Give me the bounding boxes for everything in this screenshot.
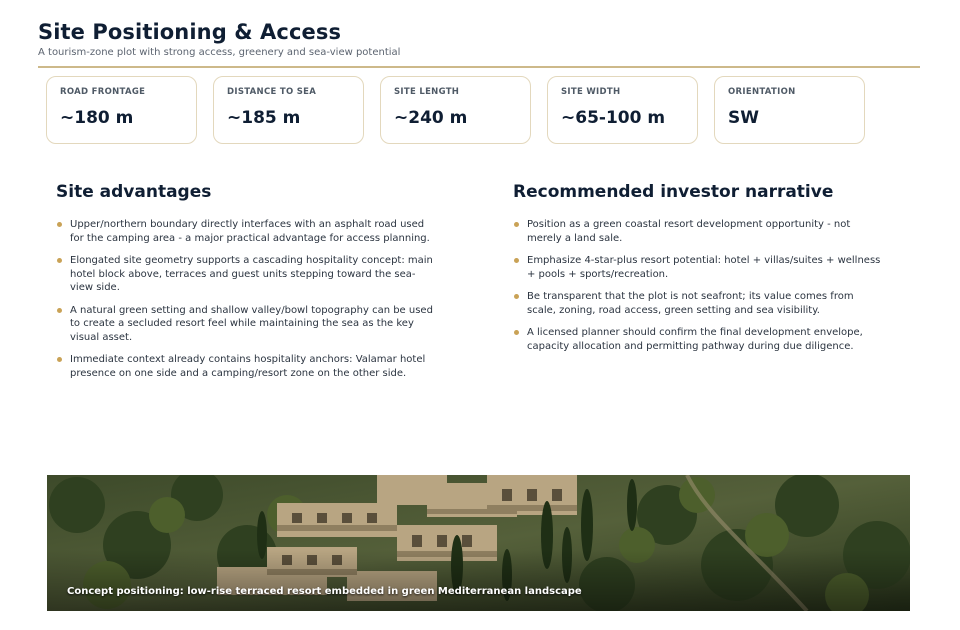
- list-item: [513, 290, 883, 317]
- list-item: [513, 218, 883, 245]
- advantages-list: [56, 218, 436, 380]
- metric-value: ~185 m: [227, 108, 301, 128]
- page-subtitle: A tourism-zone plot with strong access, greenery and sea-view potential: [38, 47, 401, 58]
- investor-narrative-section: [513, 182, 883, 362]
- bullet-dot-icon: [514, 294, 519, 299]
- list-item-text: Upper/northern boundary directly interfaces with an asphalt road used for the camping area - a major practical advantage for access planning.: [70, 219, 430, 244]
- resort-concept-image: [47, 475, 910, 611]
- list-item: [513, 326, 883, 353]
- metric-card-site-length: [380, 76, 531, 144]
- metric-card-orientation: [714, 76, 865, 144]
- list-item: [56, 254, 436, 295]
- list-item-text: Elongated site geometry supports a cascading hospitality concept: main hotel block above, terraces and guest units stepping toward the sea-view side.: [70, 255, 433, 293]
- metric-label: SITE LENGTH: [394, 87, 460, 97]
- metric-value: SW: [728, 108, 759, 128]
- bullet-dot-icon: [57, 308, 62, 313]
- bullet-dot-icon: [57, 258, 62, 263]
- metric-cards: [46, 76, 865, 144]
- site-advantages-section: [56, 182, 436, 389]
- bullet-dot-icon: [514, 330, 519, 335]
- bullet-dot-icon: [57, 222, 62, 227]
- metric-label: DISTANCE TO SEA: [227, 87, 317, 97]
- section-heading: Recommended investor narrative: [513, 182, 834, 202]
- list-item: [56, 218, 436, 245]
- list-item: [56, 353, 436, 380]
- page-title: Site Positioning & Access: [38, 20, 342, 44]
- list-item-text: A natural green setting and shallow valley/bowl topography can be used to create a secluded resort feel while maintaining the sea as the key visual asset.: [70, 304, 433, 343]
- narrative-list: [513, 218, 883, 353]
- list-item-text: Immediate context already contains hospitality anchors: Valamar hotel presence on one side and a camping/resort zone on the other side.: [70, 354, 426, 379]
- image-caption: Concept positioning: low-rise terraced resort embedded in green Mediterranean landscape: [67, 586, 582, 597]
- metric-card-distance-to-sea: [213, 76, 364, 144]
- list-item-text: A licensed planner should confirm the final development envelope, capacity allocation and permitting pathway during due diligence.: [527, 327, 863, 352]
- list-item-text: Position as a green coastal resort development opportunity - not merely a land sale.: [527, 219, 851, 244]
- list-item-text: Be transparent that the plot is not seafront; its value comes from scale, zoning, road access, green setting and sea visibility.: [527, 291, 854, 316]
- metric-card-road-frontage: [46, 76, 197, 144]
- metric-value: ~240 m: [394, 108, 468, 128]
- section-heading: Site advantages: [56, 182, 212, 202]
- metric-card-site-width: [547, 76, 698, 144]
- metric-label: ROAD FRONTAGE: [60, 87, 146, 97]
- metric-value: ~180 m: [60, 108, 134, 128]
- metric-label: SITE WIDTH: [561, 87, 621, 97]
- metric-value: ~65-100 m: [561, 108, 666, 128]
- list-item: [513, 254, 883, 281]
- bullet-dot-icon: [57, 357, 62, 362]
- list-item-text: Emphasize 4-star-plus resort potential: hotel + villas/suites + wellness + pools + sports/recreation.: [527, 255, 881, 280]
- header-divider: [38, 66, 920, 68]
- metric-label: ORIENTATION: [728, 87, 796, 97]
- bullet-dot-icon: [514, 222, 519, 227]
- list-item: [56, 304, 436, 345]
- bullet-dot-icon: [514, 258, 519, 263]
